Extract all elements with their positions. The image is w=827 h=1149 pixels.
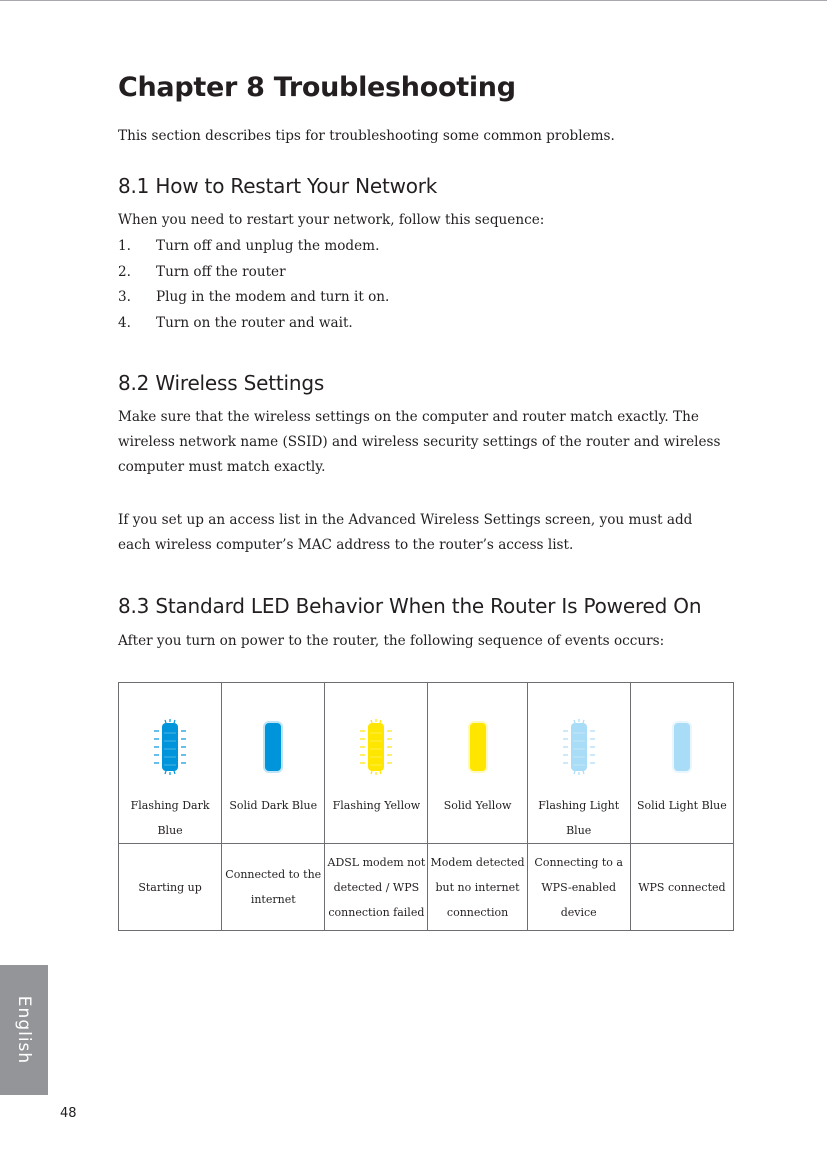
section-wireless-para-1: Make sure that the wireless settings on the computer and router match exactly. The wireless network name (SSID) and wireless security settings of the router and wireless computer must match exactly. <box>118 409 721 475</box>
section-restart-lead: When you need to restart your network, follow this sequence: <box>118 212 545 228</box>
top-rule <box>0 0 827 1</box>
language-tab-label: English <box>14 995 35 1065</box>
led-solid-dark-blue-icon <box>255 719 291 775</box>
led-flashing-dark-blue-icon <box>152 719 188 775</box>
led-flashing-light-blue-icon <box>561 719 597 775</box>
led-description: Modem detected but no internet connection <box>428 844 527 931</box>
list-item <box>118 311 389 337</box>
step-number: 2. <box>118 263 131 280</box>
led-ray <box>174 720 175 723</box>
section-restart-title: 8.1 How to Restart Your Network <box>118 174 438 198</box>
led-cell <box>428 683 527 844</box>
led-ray <box>165 771 166 774</box>
led-description: Connected to the internet <box>222 844 325 931</box>
led-ray <box>574 771 575 774</box>
led-ray <box>380 720 381 723</box>
led-body <box>162 723 178 771</box>
led-behavior-table <box>118 682 734 931</box>
led-icon-row <box>119 683 734 844</box>
led-label: Solid Dark Blue <box>229 799 318 812</box>
led-description: WPS connected <box>630 844 733 931</box>
list-item <box>118 260 389 286</box>
led-description-row <box>119 844 734 931</box>
led-body <box>674 723 690 771</box>
led-body <box>470 723 486 771</box>
language-tab <box>0 965 48 1095</box>
led-solid-light-blue-icon <box>664 719 700 775</box>
step-text: Turn on the router and wait. <box>156 314 353 331</box>
step-text: Turn off and unplug the modem. <box>156 238 380 254</box>
restart-steps-list <box>118 234 389 336</box>
led-cell <box>527 683 630 844</box>
led-ray <box>574 720 575 723</box>
led-ray <box>583 771 584 774</box>
led-body <box>265 723 281 771</box>
section-led-lead: After you turn on power to the router, the following sequence of events occurs: <box>118 633 665 649</box>
led-ray <box>371 771 372 774</box>
led-ray <box>380 771 381 774</box>
page-number: 48 <box>60 1106 77 1121</box>
led-ray <box>371 720 372 723</box>
led-ray <box>174 771 175 774</box>
step-text: Turn off the router <box>156 263 286 280</box>
led-solid-yellow-icon <box>460 719 496 775</box>
step-text: Plug in the modem and turn it on. <box>156 289 390 305</box>
led-label: Solid Yellow <box>443 799 512 812</box>
chapter-intro: This section describes tips for troubleshooting some common problems. <box>118 128 615 144</box>
led-flashing-yellow-icon <box>358 719 394 775</box>
led-label: Flashing Light Blue <box>538 799 620 837</box>
step-number: 1. <box>118 238 131 254</box>
led-ray <box>583 720 584 723</box>
led-ray <box>165 720 166 723</box>
led-cell <box>119 683 222 844</box>
list-item <box>118 234 389 260</box>
led-cell <box>325 683 428 844</box>
chapter-title: Chapter 8 Troubleshooting <box>118 72 516 103</box>
led-body <box>368 723 384 771</box>
led-description: Connecting to a WPS-enabled device <box>527 844 630 931</box>
led-cell <box>630 683 733 844</box>
led-label: Flashing Yellow <box>332 799 421 812</box>
led-label: Solid Light Blue <box>636 799 727 812</box>
section-wireless-title: 8.2 Wireless Settings <box>118 371 325 395</box>
step-number: 3. <box>118 289 131 305</box>
step-number: 4. <box>118 314 131 331</box>
section-wireless-para-2: If you set up an access list in the Advanced Wireless Settings screen, you must add each wireless computer’s MAC address to the router’s access list. <box>118 512 693 553</box>
led-body <box>571 723 587 771</box>
list-item <box>118 285 389 311</box>
led-cell <box>222 683 325 844</box>
led-label: Flashing Dark Blue <box>130 799 210 837</box>
led-description: ADSL modem not detected / WPS connection failed <box>325 844 428 931</box>
led-description: Starting up <box>119 844 222 931</box>
section-led-title: 8.3 Standard LED Behavior When the Router Is Powered On <box>118 594 702 618</box>
